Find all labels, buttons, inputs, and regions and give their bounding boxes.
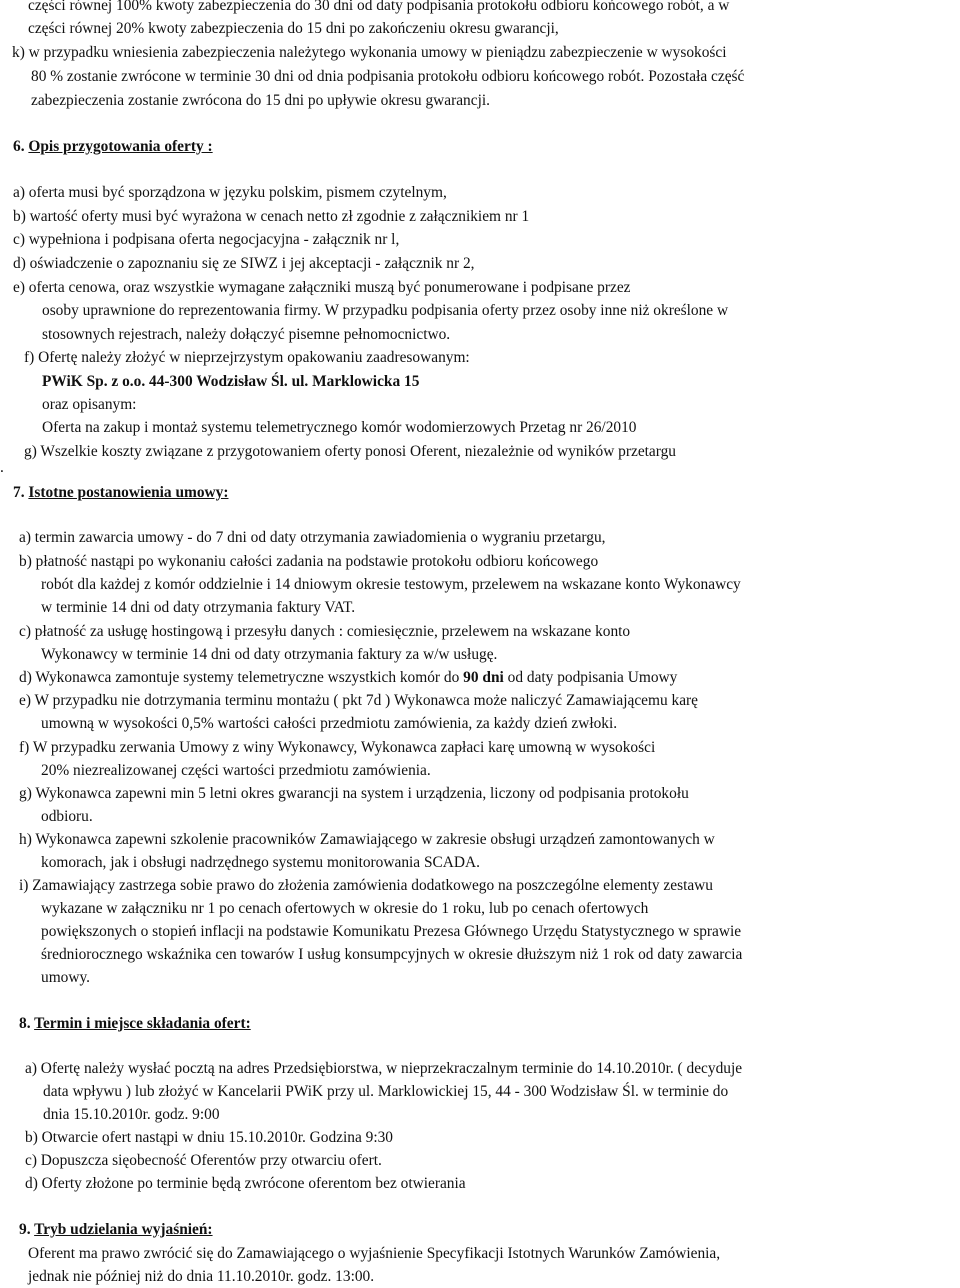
list-item-a: a) Ofertę należy wysłać pocztą na adres Przedsiębiorstwa, w nieprzekraczalnym terminie do 14.10.2010r. ( decyduje	[25, 1060, 743, 1077]
list-item-f: f) W przypadku zerwania Umowy z winy Wykonawcy, Wykonawca zapłaci karę umowną w wysokości	[19, 739, 656, 756]
text-line: części równej 20% kwoty zabezpieczenia do 15 dni po zakończeniu okresu gwarancji,	[28, 20, 559, 37]
text-line: jednak nie później niż do dnia 11.10.2010r. godz. 13:00.	[28, 1268, 375, 1285]
text-line: osoby uprawnione do reprezentowania firmy. W przypadku podpisania oferty przez osoby inne niż określone w	[42, 302, 729, 319]
list-item-i: i) Zamawiający zastrzega sobie prawo do złożenia zamówienia dodatkowego na poszczególne elementy zestawu	[19, 877, 713, 894]
text-line: Wykonawcy w terminie 14 dni od daty otrzymania faktury za w/w usługę.	[41, 646, 498, 663]
text-line: stosownych rejestrach, należy dołączyć pisemne pełnomocnictwo.	[42, 326, 451, 343]
deadline-days: 90 dni	[463, 669, 504, 686]
section-title: Tryb udzielania wyjaśnień:	[34, 1221, 213, 1238]
section-number: 8.	[19, 1015, 35, 1032]
section-number: 6.	[13, 138, 29, 155]
section-title: Istotne postanowienia umowy:	[28, 484, 229, 501]
list-item-d	[19, 666, 677, 689]
text-fragment: od daty podpisania Umowy	[503, 669, 678, 686]
text-line: umowną w wysokości 0,5% wartości całości przedmiotu zamówienia, za każdy dzień zwłoki.	[41, 715, 618, 732]
section-9-heading	[19, 1218, 213, 1241]
stray-dot: .	[0, 459, 4, 476]
list-item-g: g) Wykonawca zapewni min 5 letni okres gwarancji na system i urządzenia, liczony od podpisania protokołu	[19, 785, 689, 802]
text-line: części równej 100% kwoty zabezpieczenia do 30 dni od daty podpisania protokołu odbioru końcowego robót, a w	[28, 0, 730, 14]
list-item-f: f) Ofertę należy złożyć w nieprzejrzystym opakowaniu zaadresowanym:	[24, 349, 470, 366]
list-item-g: g) Wszelkie koszty związane z przygotowaniem oferty ponosi Oferent, niezależnie od wyników przetargu	[24, 443, 677, 460]
list-item-e: e) oferta cenowa, oraz wszystkie wymagane załączniki muszą być ponumerowane i podpisane przez	[13, 279, 631, 296]
text-fragment: d) Wykonawca zamontuje systemy telemetryczne wszystkich komór do	[19, 669, 464, 686]
section-number: 7.	[13, 484, 29, 501]
list-item-h: h) Wykonawca zapewni szkolenie pracowników Zamawiającego w zakresie obsługi urządzeń zamontowanych w	[19, 831, 715, 848]
section-title: Termin i miejsce składania ofert:	[34, 1015, 251, 1032]
list-item-d: d) oświadczenie o zapoznaniu się ze SIWZ i jej akceptacji - załącznik nr 2,	[13, 255, 475, 272]
text-line: 20% niezrealizowanej części wartości przedmiotu zamówienia.	[41, 762, 431, 779]
list-item-a: a) termin zawarcia umowy - do 7 dni od daty otrzymania zawiadomienia o wygraniu przetargu,	[19, 529, 606, 546]
text-line: odbioru.	[41, 808, 93, 825]
section-8-heading	[19, 1012, 251, 1035]
text-line: średniorocznego wskaźnika cen towarów I usług konsumpcyjnych w okresie dłuższym niż 1 rok od daty zawarcia	[41, 946, 743, 963]
list-item-b: b) Otwarcie ofert nastąpi w dniu 15.10.2010r. Godzina 9:30	[25, 1129, 394, 1146]
text-line: wykazane w załączniku nr 1 po cenach ofertowych w okresie do 1 roku, lub po cenach ofertowych	[41, 900, 649, 917]
list-item-d: d) Oferty złożone po terminie będą zwrócone oferentom bez otwierania	[25, 1175, 466, 1192]
offer-title-line: Oferta na zakup i montaż systemu telemetrycznego komór wodomierzowych Przetag nr 26/2010	[42, 419, 637, 436]
list-item-c: c) płatność za usługę hostingową i przesyłu danych : comiesięcznie, przelewem na wskazane konto	[19, 623, 631, 640]
text-line: 80 % zostanie zwrócone w terminie 30 dni od dnia podpisania protokołu odbioru końcowego robót. Pozostała część	[31, 68, 745, 85]
text-line: oraz opisanym:	[42, 396, 137, 413]
section-title: Opis przygotowania oferty :	[28, 138, 213, 155]
list-item-b: b) płatność nastąpi po wykonaniu całości zadania na podstawie protokołu odbioru końcowego	[19, 553, 599, 570]
text-line: dnia 15.10.2010r. godz. 9:00	[43, 1106, 220, 1123]
text-line: robót dla każdej z komór oddzielnie i 14 dniowym okresie testowym, przelewem na wskazane konto Wykonawcy	[41, 576, 741, 593]
list-item-k: k) w przypadku wniesienia zabezpieczenia należytego wykonania umowy w pieniądzu zabezpieczenie w wysokości	[12, 44, 727, 61]
text-line: w terminie 14 dni od daty otrzymania faktury VAT.	[41, 599, 356, 616]
list-item-c: c) wypełniona i podpisana oferta negocjacyjna - załącznik nr l,	[13, 231, 400, 248]
list-item-c: c) Dopuszcza sięobecność Oferentów przy otwarciu ofert.	[25, 1152, 382, 1169]
text-line: data wpływu ) lub złożyć w Kancelarii PWiK przy ul. Marklowickiej 15, 44 - 300 Wodzisław Śl. w terminie do	[43, 1083, 729, 1100]
list-item-b: b) wartość oferty musi być wyrażona w cenach netto zł zgodnie z załącznikiem nr 1	[13, 208, 530, 225]
text-line: zabezpieczenia zostanie zwrócona do 15 dni po upływie okresu gwarancji.	[31, 92, 490, 109]
text-line: komorach, jak i obsługi nadrzędnego systemu monitorowania SCADA.	[41, 854, 480, 871]
section-7-heading	[13, 481, 228, 504]
list-item-e: e) W przypadku nie dotrzymania terminu montażu ( pkt 7d ) Wykonawca może naliczyć Zamawiającemu karę	[19, 692, 698, 709]
list-item-a: a) oferta musi być sporządzona w języku polskim, pismem czytelnym,	[13, 184, 447, 201]
text-line: Oferent ma prawo zwrócić się do Zamawiającego o wyjaśnienie Specyfikacji Istotnych Warunków Zamówienia,	[28, 1245, 721, 1262]
text-line: umowy.	[41, 969, 91, 986]
section-6-heading	[13, 135, 213, 158]
address-line: PWiK Sp. z o.o. 44-300 Wodzisław Śl. ul. Marklowicka 15	[42, 373, 420, 390]
section-number: 9.	[19, 1221, 35, 1238]
text-line: powiększonych o stopień inflacji na podstawie Komunikatu Prezesa Głównego Urzędu Statystycznego w sprawie	[41, 923, 742, 940]
